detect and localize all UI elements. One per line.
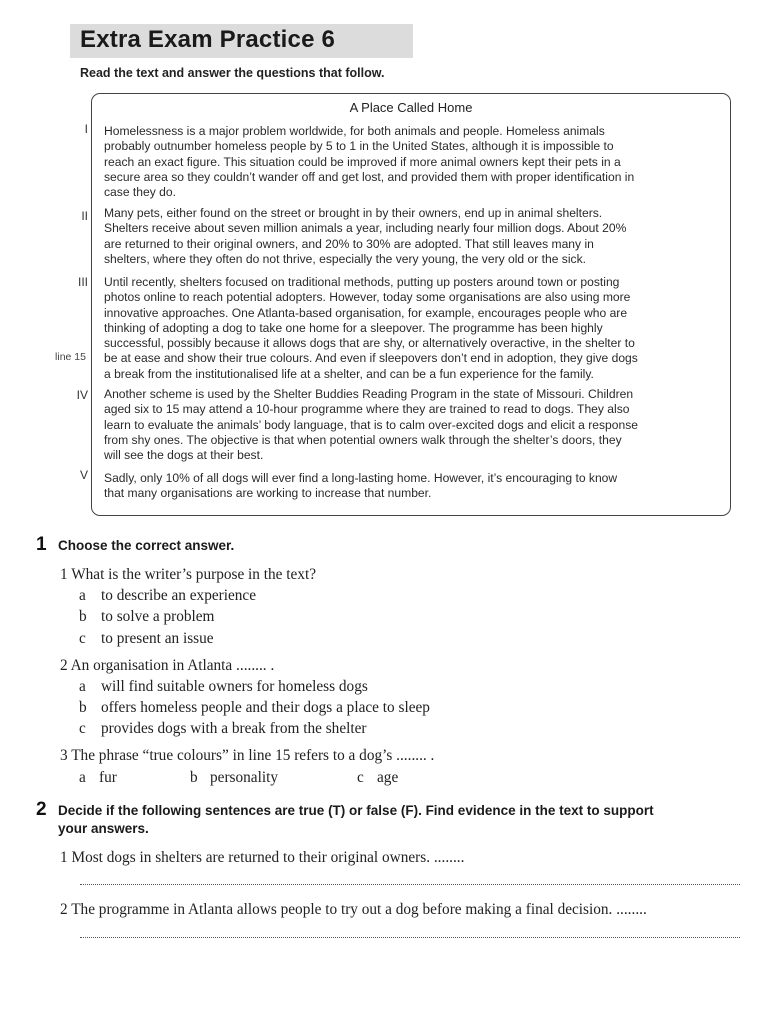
paragraph-number: II (81, 209, 88, 223)
reading-title: A Place Called Home (349, 100, 473, 115)
answer-option[interactable]: a to describe an experience (79, 587, 257, 604)
line-reference: line 15 (55, 351, 86, 363)
answer-option[interactable]: c provides dogs with a break from the shelter (79, 720, 367, 737)
question-2: 2 An organisation in Atlanta ........ . (60, 657, 275, 674)
paragraph-2: Many pets, either found on the street or brought in by their owners, end up in animal shelters. Shelters receive about seven million animals a year, including nearly four million dogs. About 20% are returned to their original owners, and 20% to 30% are adopted. That still leaves many in shelters, where they often do not thrive, especially the very young, the very old or the sick. (104, 206, 627, 266)
question-3: 3 The phrase “true colours” in line 15 refers to a dog’s ........ . (60, 747, 435, 764)
title-banner (70, 24, 413, 58)
statement-2: 2 The programme in Atlanta allows people to try out a dog before making a final decision. ........ (60, 901, 647, 918)
answer-option[interactable]: c to present an issue (79, 630, 214, 647)
paragraph-number: IV (76, 388, 88, 402)
paragraph-5: Sadly, only 10% of all dogs will ever find a long-lasting home. However, it’s encouraging to know that many organisations are working to increase that number. (104, 471, 618, 501)
paragraph-number: III (77, 275, 88, 289)
section-title: Choose the correct answer. (58, 538, 235, 553)
paragraph-1: Homelessness is a major problem worldwide, for both animals and people. Homeless animals probably outnumber homeless people by 5 to 1 in the United States, although it is impossible to reach an exact figure. This situation could be improved if more animal owners kept their pets in a secure area so they couldn’t wander off and get lost, and provided them with proper identification in case they do. (104, 124, 635, 200)
answer-line[interactable] (80, 884, 740, 885)
section-title-continued: your answers. (58, 821, 149, 836)
section-number: 2 (36, 799, 47, 820)
paragraph-number: I (84, 122, 88, 136)
section-number: 1 (36, 534, 47, 555)
statement-1: 1 Most dogs in shelters are returned to their original owners. ........ (60, 849, 465, 866)
paragraph-4: Another scheme is used by the Shelter Buddies Reading Program in the state of Missouri. Children aged six to 15 may attend a 10-hour programme where they are trained to read to dogs. They also learn to evaluate the animals’ body language, that is to calm over-excited dogs and elicit a response from shy ones. The objective is that when potential owners walk through the shelter’s doors, they will see the dogs at their best. (104, 387, 639, 463)
answer-line[interactable] (80, 937, 740, 938)
answer-option[interactable]: c age (357, 769, 399, 786)
paragraph-number: V (79, 468, 88, 482)
answer-option[interactable]: b to solve a problem (79, 608, 215, 625)
answer-option[interactable]: b offers homeless people and their dogs a place to sleep (79, 699, 430, 716)
paragraph-3: Until recently, shelters focused on traditional methods, putting up posters around town or posting photos online to reach potential adopters. However, today some organisations are also using more innovative approaches. One Atlanta-based organisation, for example, encourages people who are thinking of adopting a dog to take one home for a sleepover. The programme has been highly successful, possibly because it allows dogs that are shy, or alternatively overactive, in the shelter to be at ease and show their true colours. And even if sleepovers don’t end in adoption, they give dogs a break from the institutionalised life at a shelter, and can be a fun experience for the family. (104, 275, 638, 381)
answer-option[interactable]: b personality (190, 769, 278, 786)
question-1: 1 What is the writer’s purpose in the text? (60, 566, 317, 583)
page-title: Extra Exam Practice 6 (80, 26, 336, 53)
instruction-text: Read the text and answer the questions that follow. (80, 66, 385, 80)
section-title: Decide if the following sentences are true (T) or false (F). Find evidence in the text to support (58, 803, 654, 818)
answer-option[interactable]: a fur (79, 769, 117, 786)
answer-option[interactable]: a will find suitable owners for homeless dogs (79, 678, 368, 695)
